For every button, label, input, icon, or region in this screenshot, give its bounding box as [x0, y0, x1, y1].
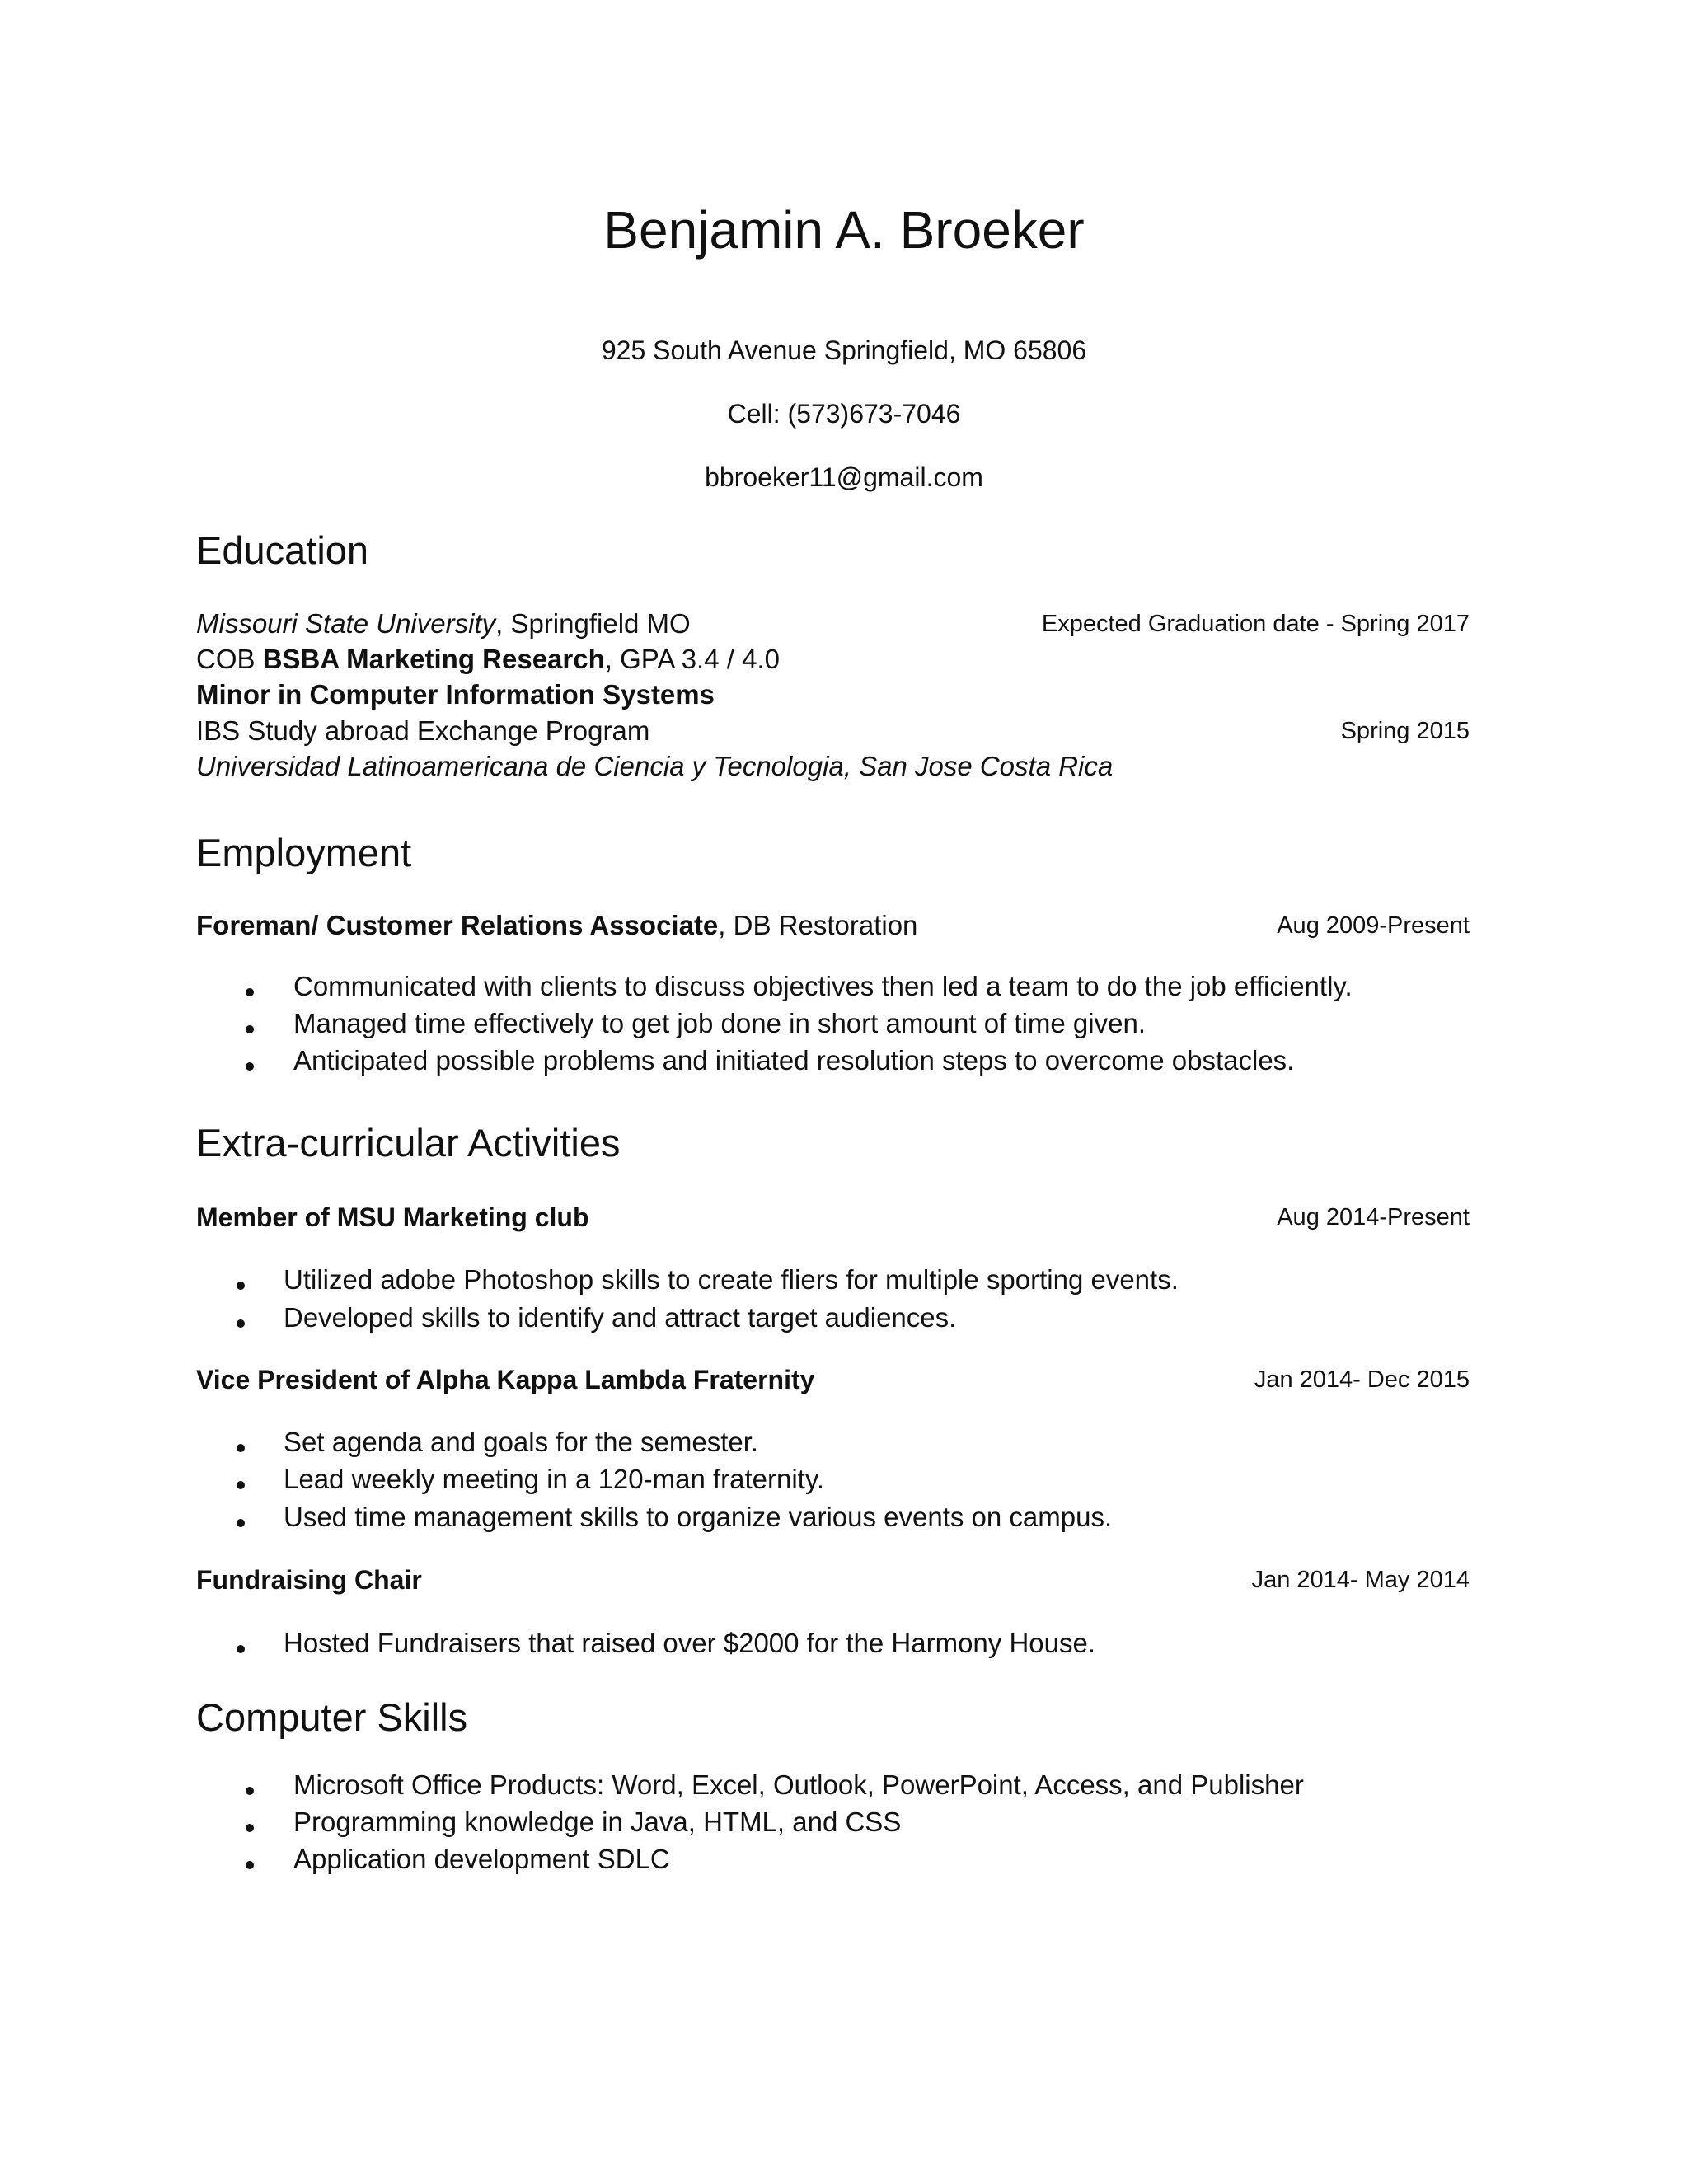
university-line: [196, 608, 691, 640]
list-item: Anticipated possible problems and initiated resolution steps to overcome obstacles.: [293, 1045, 1295, 1076]
list-item: Set agenda and goals for the semester.: [284, 1427, 759, 1457]
bullet-icon: [237, 1519, 245, 1527]
bullet-icon: [246, 1787, 254, 1795]
graduation-date: Expected Graduation date - Spring 2017: [1041, 611, 1470, 637]
degree-prefix: COB: [196, 644, 263, 674]
office-label: Microsoft Office Products:: [293, 1769, 605, 1800]
activity-title: Fundraising Chair: [196, 1565, 422, 1595]
education-heading: Education: [196, 528, 369, 572]
email: bbroeker11@gmail.com: [705, 462, 983, 492]
list-item: Lead weekly meeting in a 120-man fraternity.: [284, 1464, 825, 1494]
activity-title: Member of MSU Marketing club: [196, 1202, 589, 1232]
list-item: Used time management skills to organize various events on campus.: [284, 1502, 1113, 1532]
bullet-icon: [246, 988, 254, 996]
exchange-school: Universidad Latinoamericana de Ciencia y Tecnologia, San Jose Costa Rica: [196, 751, 1114, 781]
list-item: Managed time effectively to get job done in short amount of time given.: [293, 1008, 1146, 1038]
employment-title-line: [196, 910, 917, 941]
activity-dates: Aug 2014-Present: [1277, 1204, 1470, 1230]
list-item: Utilized adobe Photoshop skills to create fliers for multiple sporting events.: [284, 1264, 1179, 1295]
list-item: [293, 1769, 1304, 1801]
bullet-icon: [246, 1824, 254, 1832]
bullet-icon: [237, 1444, 245, 1452]
bullet-icon: [246, 1025, 254, 1033]
list-item: Programming knowledge in Java, HTML, and CSS: [293, 1807, 902, 1837]
bullet-icon: [246, 1062, 254, 1071]
employment-heading: Employment: [196, 831, 412, 874]
office-list: Word, Excel, Outlook, PowerPoint, Access, and Publisher: [604, 1769, 1304, 1800]
list-item: Hosted Fundraisers that raised over $2000 for the Harmony House.: [284, 1628, 1096, 1658]
activity-title: Vice President of Alpha Kappa Lambda Fraternity: [196, 1365, 815, 1394]
list-item: Developed skills to identify and attract target audiences.: [284, 1302, 957, 1333]
job-title: Foreman/ Customer Relations Associate: [196, 910, 719, 940]
bullet-icon: [237, 1282, 245, 1290]
degree: BSBA Marketing Research: [262, 644, 605, 674]
activities-heading: Extra-curricular Activities: [196, 1121, 621, 1165]
exchange-date: Spring 2015: [1340, 718, 1470, 744]
skills-heading: Computer Skills: [196, 1695, 468, 1739]
university-location: , Springfield MO: [495, 608, 691, 639]
job-company: , DB Restoration: [718, 910, 918, 940]
cell-phone: Cell: (573)673-7046: [727, 399, 961, 429]
address: 925 South Avenue Springfield, MO 65806: [601, 335, 1087, 365]
activity-dates: Jan 2014- May 2014: [1251, 1567, 1470, 1593]
exchange-program: IBS Study abroad Exchange Program: [196, 715, 650, 746]
bullet-icon: [237, 1481, 245, 1489]
university-name: Missouri State University: [196, 608, 496, 639]
bullet-icon: [237, 1645, 245, 1653]
activity-dates: Jan 2014- Dec 2015: [1254, 1366, 1470, 1393]
degree-line: [196, 644, 780, 675]
gpa: , GPA 3.4 / 4.0: [604, 644, 780, 674]
minor: Minor in Computer Information Systems: [196, 679, 715, 710]
job-dates: Aug 2009-Present: [1277, 912, 1470, 939]
bullet-icon: [246, 1861, 254, 1869]
list-item: Application development SDLC: [293, 1844, 670, 1874]
list-item: Communicated with clients to discuss objectives then led a team to do the job efficiently.: [293, 971, 1353, 1001]
bullet-icon: [237, 1319, 245, 1328]
resume-name: Benjamin A. Broeker: [603, 200, 1085, 260]
